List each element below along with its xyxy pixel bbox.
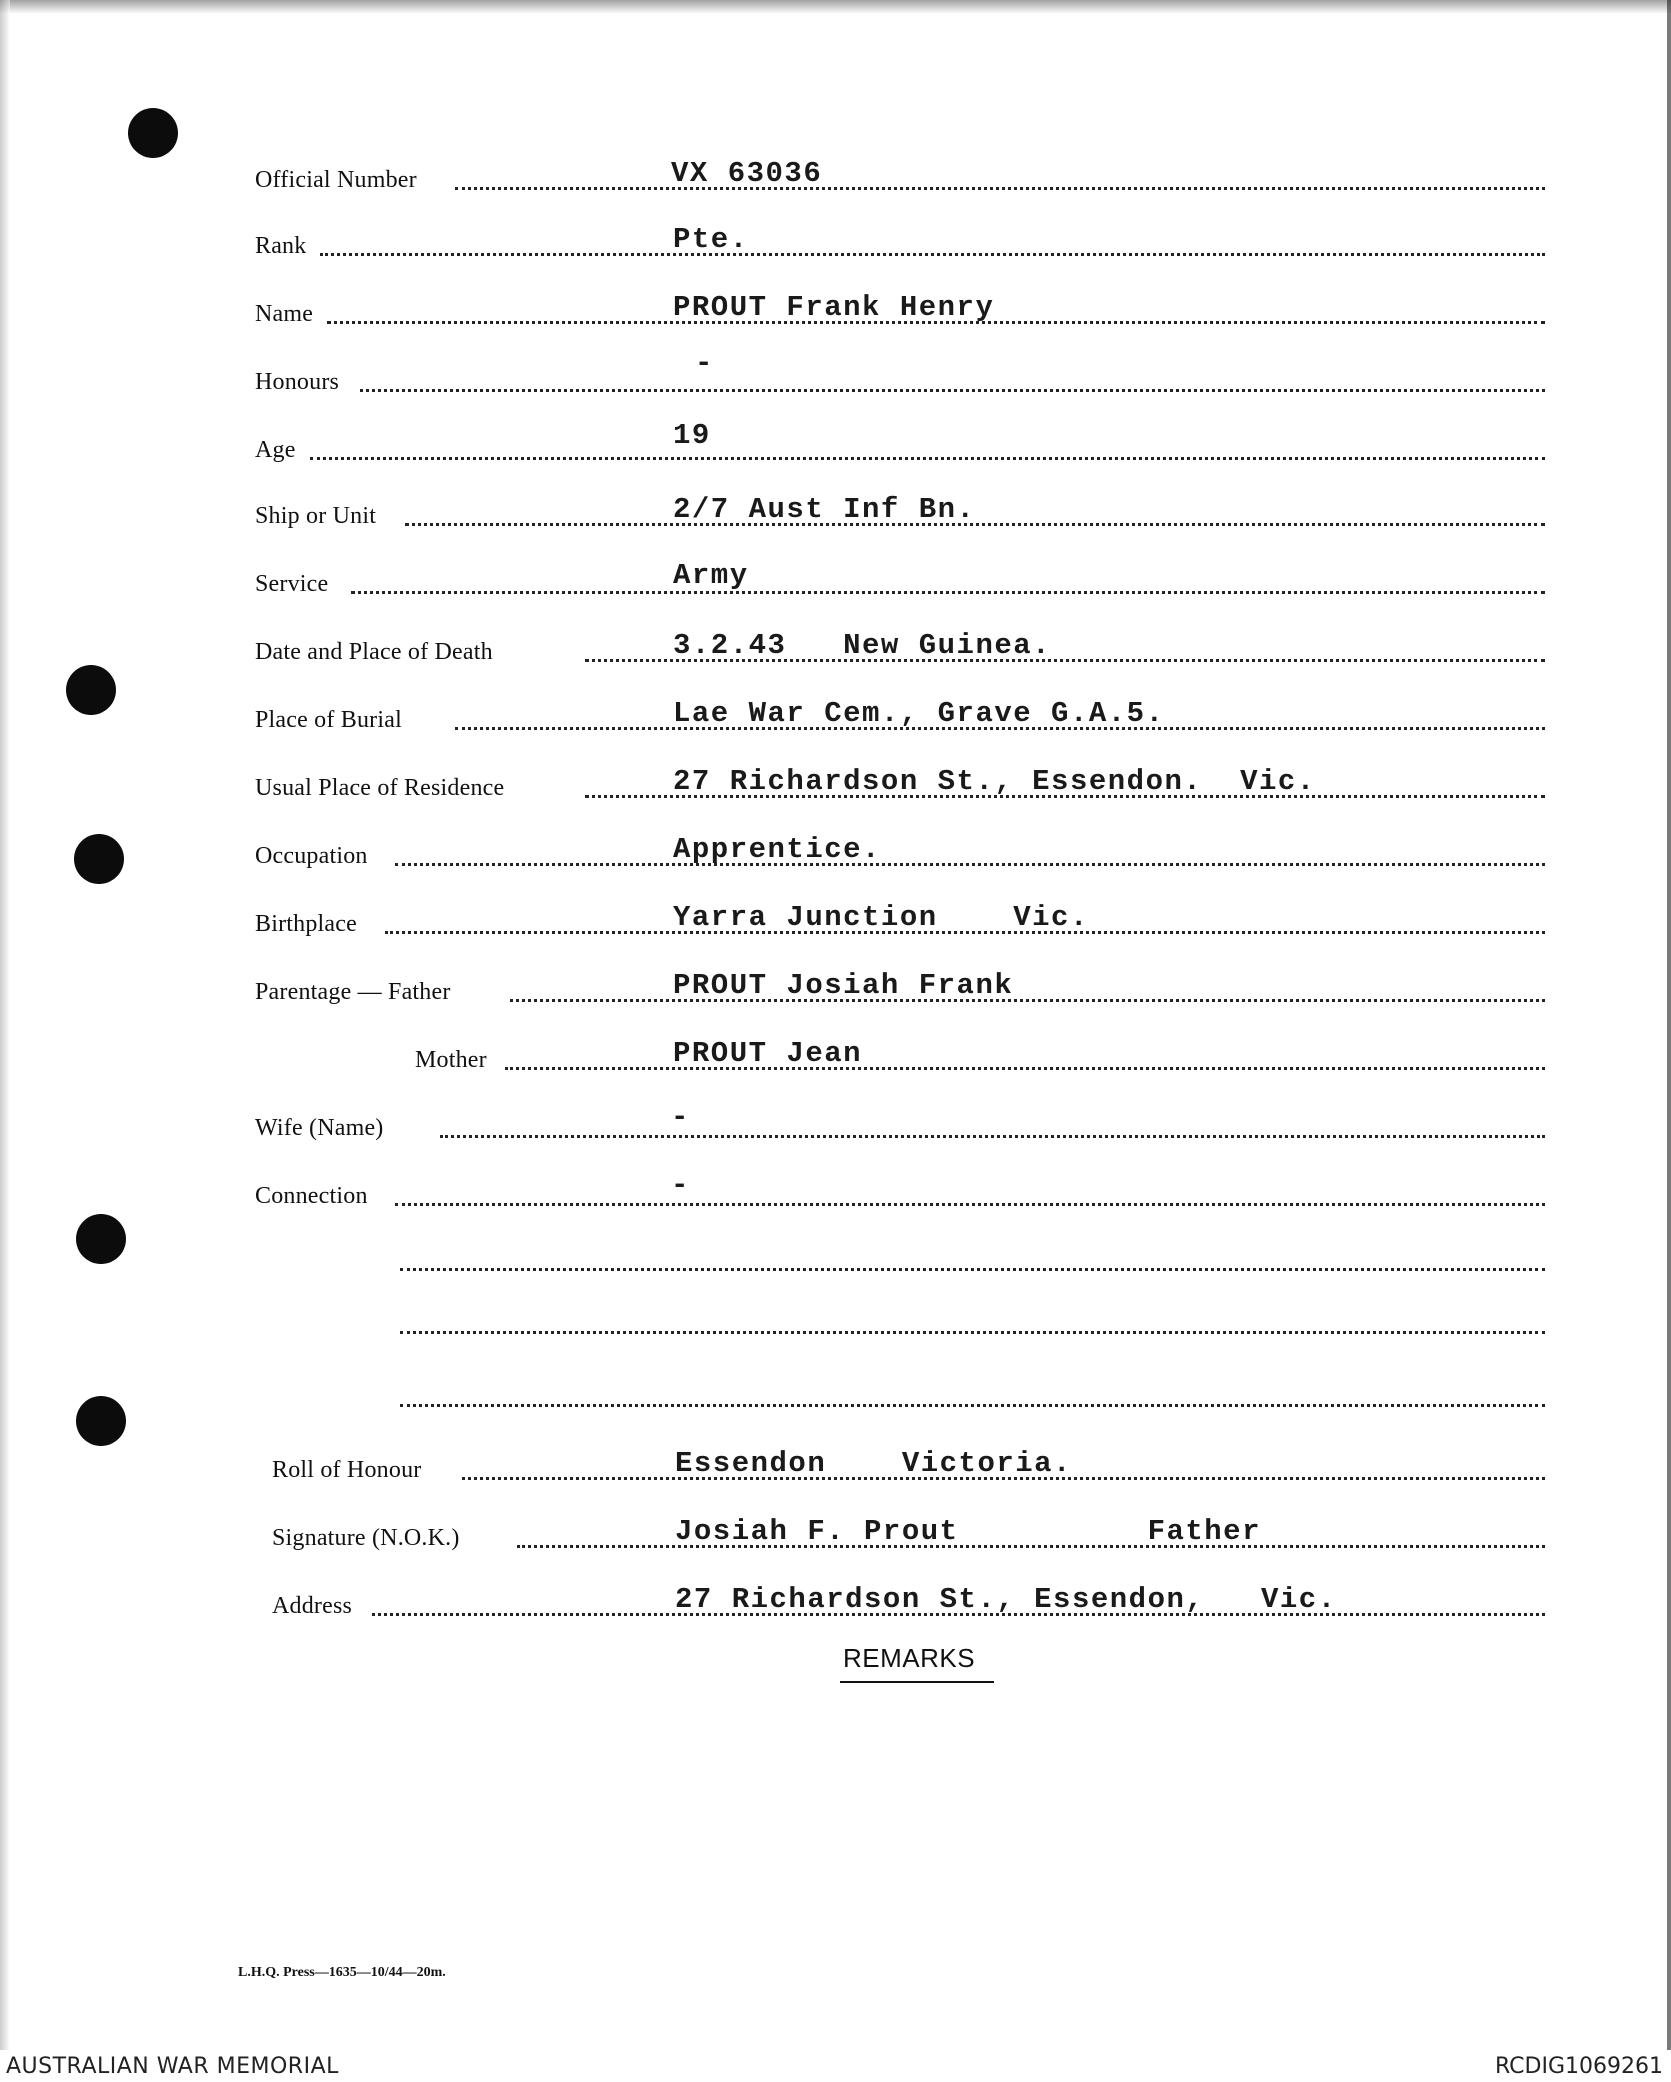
blank-dotted-line [400, 1404, 1545, 1407]
punch-hole-icon [74, 834, 124, 884]
dotted-leader [440, 1135, 1545, 1138]
field-label: Honours [255, 369, 340, 395]
field-label: Wife (Name) [255, 1115, 384, 1141]
field-label: Rank [255, 233, 307, 259]
punch-hole-icon [128, 108, 178, 158]
field-label: Age [255, 437, 296, 463]
dotted-leader [320, 253, 1545, 256]
dotted-leader [351, 591, 1545, 594]
remarks-heading: REMARKS [843, 1643, 976, 1673]
field-age [255, 420, 1545, 470]
field-value: 3.2.43 New Guinea. [673, 629, 1052, 662]
dotted-leader [395, 863, 1545, 866]
field-value: Essendon Victoria. [675, 1447, 1072, 1480]
field-address [272, 1576, 1545, 1626]
field-name [255, 284, 1545, 334]
field-father [255, 962, 1545, 1012]
field-wife [255, 1098, 1545, 1148]
field-label: Signature (N.O.K.) [272, 1525, 460, 1551]
blank-dotted-line [400, 1331, 1545, 1334]
scan-edge-top [0, 0, 1671, 14]
field-value: 19 [673, 419, 711, 452]
field-label: Ship or Unit [255, 503, 377, 529]
field-label: Name [255, 301, 314, 327]
dotted-leader [455, 187, 1545, 190]
dotted-leader [505, 1067, 1545, 1070]
field-value: PROUT Jean [673, 1037, 863, 1070]
field-ship-or-unit [255, 486, 1545, 536]
field-value: Pte. [673, 223, 749, 256]
field-value: Josiah F. Prout Father [675, 1515, 1261, 1548]
punch-hole-icon [76, 1214, 126, 1264]
field-label: Usual Place of Residence [255, 775, 505, 801]
scan-edge-left [0, 0, 10, 2082]
field-value: VX 63036 [671, 157, 823, 190]
remarks-underline [840, 1681, 994, 1683]
blank-dotted-line [400, 1268, 1545, 1271]
dotted-leader [360, 389, 1545, 392]
field-birthplace [255, 894, 1545, 944]
field-label: Connection [255, 1183, 368, 1209]
field-value: - [671, 1101, 690, 1134]
field-date-place-death [255, 622, 1545, 672]
field-honours [255, 347, 1545, 402]
field-label: Date and Place of Death [255, 639, 493, 665]
field-value: PROUT Frank Henry [673, 291, 995, 324]
field-official-number [255, 150, 1545, 200]
footer-record-id: RCDIG1069261 [1494, 2054, 1663, 2079]
footer-institution: AUSTRALIAN WAR MEMORIAL [6, 2054, 339, 2079]
field-value: Apprentice. [673, 833, 881, 866]
field-signature [272, 1508, 1545, 1558]
printer-note: L.H.Q. Press—1635—10/44—20m. [238, 1965, 446, 1980]
field-residence [255, 758, 1545, 808]
punch-hole-icon [66, 665, 116, 715]
field-value: - [671, 1169, 690, 1202]
punch-hole-icon [76, 1396, 126, 1446]
field-connection [255, 1166, 1545, 1216]
field-label: Birthplace [255, 911, 357, 937]
scan-edge-right [1667, 0, 1671, 2082]
field-value: 27 Richardson St., Essendon. Vic. [673, 765, 1316, 798]
field-value: PROUT Josiah Frank [673, 969, 1014, 1002]
field-label: Mother [415, 1047, 487, 1073]
field-value: Lae War Cem., Grave G.A.5. [673, 697, 1165, 730]
field-value: 27 Richardson St., Essendon, Vic. [675, 1583, 1337, 1616]
field-label: Occupation [255, 843, 368, 869]
field-roll-of-honour [272, 1440, 1545, 1490]
dotted-leader [395, 1203, 1545, 1206]
field-rank [255, 216, 1545, 266]
field-label: Roll of Honour [272, 1457, 422, 1483]
field-value: - [695, 347, 714, 380]
field-label: Place of Burial [255, 707, 402, 733]
field-label: Official Number [255, 167, 417, 193]
field-label: Service [255, 571, 329, 597]
field-label: Address [272, 1593, 353, 1619]
field-value: 2/7 Aust Inf Bn. [673, 493, 976, 526]
dotted-leader [510, 999, 1545, 1002]
field-value: Army [673, 559, 749, 592]
field-label: Parentage — Father [255, 979, 451, 1005]
field-service [255, 554, 1545, 604]
field-value: Yarra Junction Vic. [673, 901, 1089, 934]
field-place-burial [255, 690, 1545, 740]
field-occupation [255, 826, 1545, 876]
field-mother [255, 1030, 1545, 1080]
dotted-leader [310, 457, 1545, 460]
